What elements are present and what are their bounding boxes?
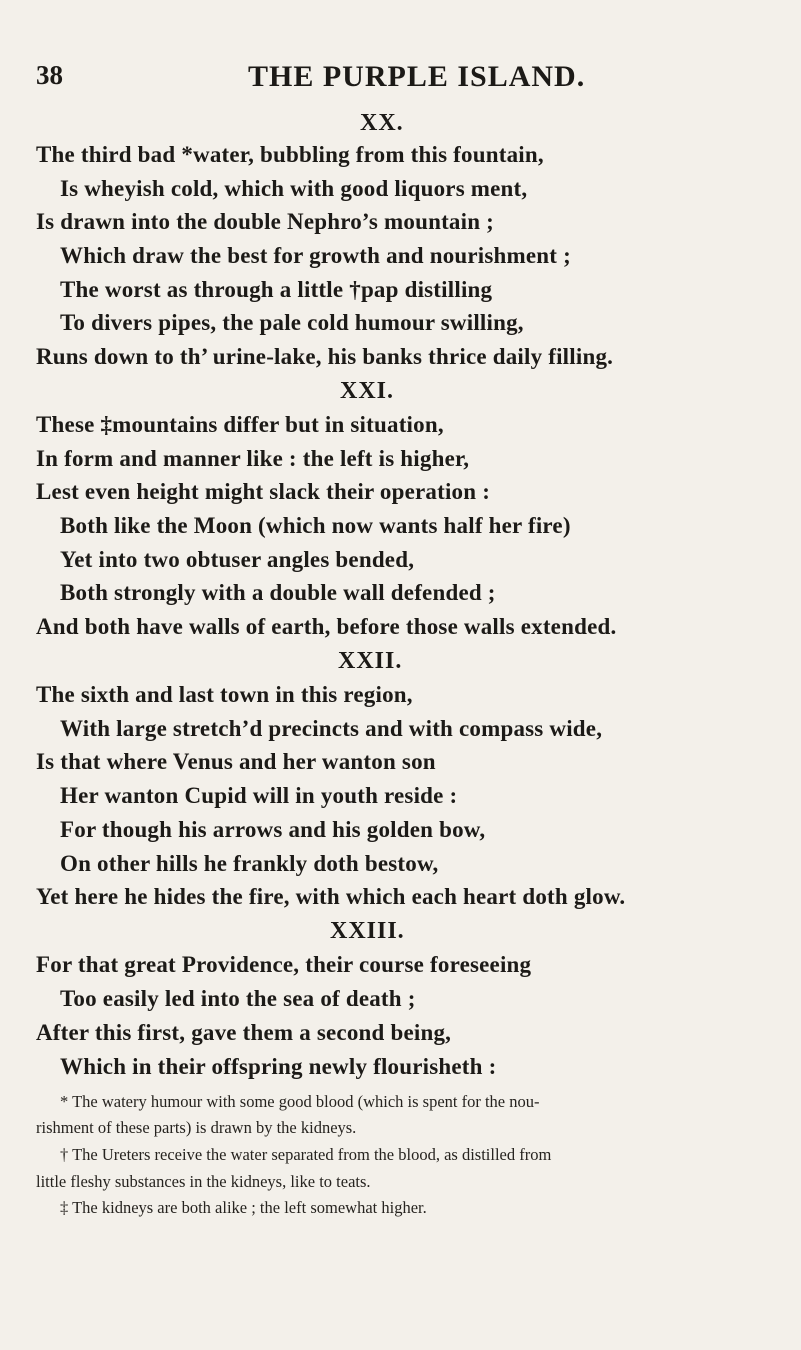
verse-line: And both have walls of earth, before those walls extended. <box>36 614 617 639</box>
verse-line: For though his arrows and his golden bow, <box>60 817 486 842</box>
stanza-number: XXII. <box>338 648 403 674</box>
verse-line: Is drawn into the double Nephro’s mountain ; <box>36 209 495 234</box>
verse-line: The worst as through a little †pap distilling <box>60 277 493 302</box>
verse-line: Her wanton Cupid will in youth reside : <box>60 783 458 808</box>
verse-line: Yet into two obtuser angles bended, <box>60 547 415 572</box>
verse-line: Yet here he hides the fire, with which each heart doth glow. <box>36 884 626 909</box>
verse-line: Both like the Moon (which now wants half her fire) <box>60 513 571 538</box>
stanza-number: XX. <box>360 110 404 136</box>
footnote: † The Ureters receive the water separated from the blood, as distilled from <box>60 1145 552 1164</box>
verse-line: The sixth and last town in this region, <box>36 682 413 707</box>
verse-line: Runs down to th’ urine-lake, his banks thrice daily filling. <box>36 344 614 369</box>
verse-line: Lest even height might slack their operation : <box>36 479 491 504</box>
verse-line: Which draw the best for growth and nourishment ; <box>60 243 571 268</box>
stanza-number: XXIII. <box>330 918 405 944</box>
verse-line: For that great Providence, their course foreseeing <box>36 952 532 977</box>
running-head <box>0 60 801 100</box>
footnote: rishment of these parts) is drawn by the kidneys. <box>36 1118 357 1137</box>
footnote: * The watery humour with some good blood (which is spent for the nou- <box>60 1092 540 1111</box>
verse-line: The third bad *water, bubbling from this fountain, <box>36 142 544 167</box>
verse-line: Is wheyish cold, which with good liquors ment, <box>60 176 528 201</box>
verse-line: Too easily led into the sea of death ; <box>60 986 416 1011</box>
verse-line: Which in their offspring newly flourisheth : <box>60 1054 497 1079</box>
verse-line: These ‡mountains differ but in situation, <box>36 412 444 437</box>
verse-line: Is that where Venus and her wanton son <box>36 749 436 774</box>
page-number: 38 <box>36 60 63 90</box>
stanza-number: XXI. <box>340 378 395 404</box>
running-title: THE PURPLE ISLAND. <box>248 60 586 93</box>
footnote: little fleshy substances in the kidneys, like to teats. <box>36 1172 371 1191</box>
verse-line: To divers pipes, the pale cold humour swilling, <box>60 310 524 335</box>
verse-line: With large stretch’d precincts and with compass wide, <box>60 716 603 741</box>
footnote: ‡ The kidneys are both alike ; the left somewhat higher. <box>60 1198 427 1217</box>
verse-line: After this first, gave them a second being, <box>36 1020 452 1045</box>
verse-line: Both strongly with a double wall defended ; <box>60 580 496 605</box>
verse-line: In form and manner like : the left is higher, <box>36 446 470 471</box>
verse-line: On other hills he frankly doth bestow, <box>60 851 439 876</box>
